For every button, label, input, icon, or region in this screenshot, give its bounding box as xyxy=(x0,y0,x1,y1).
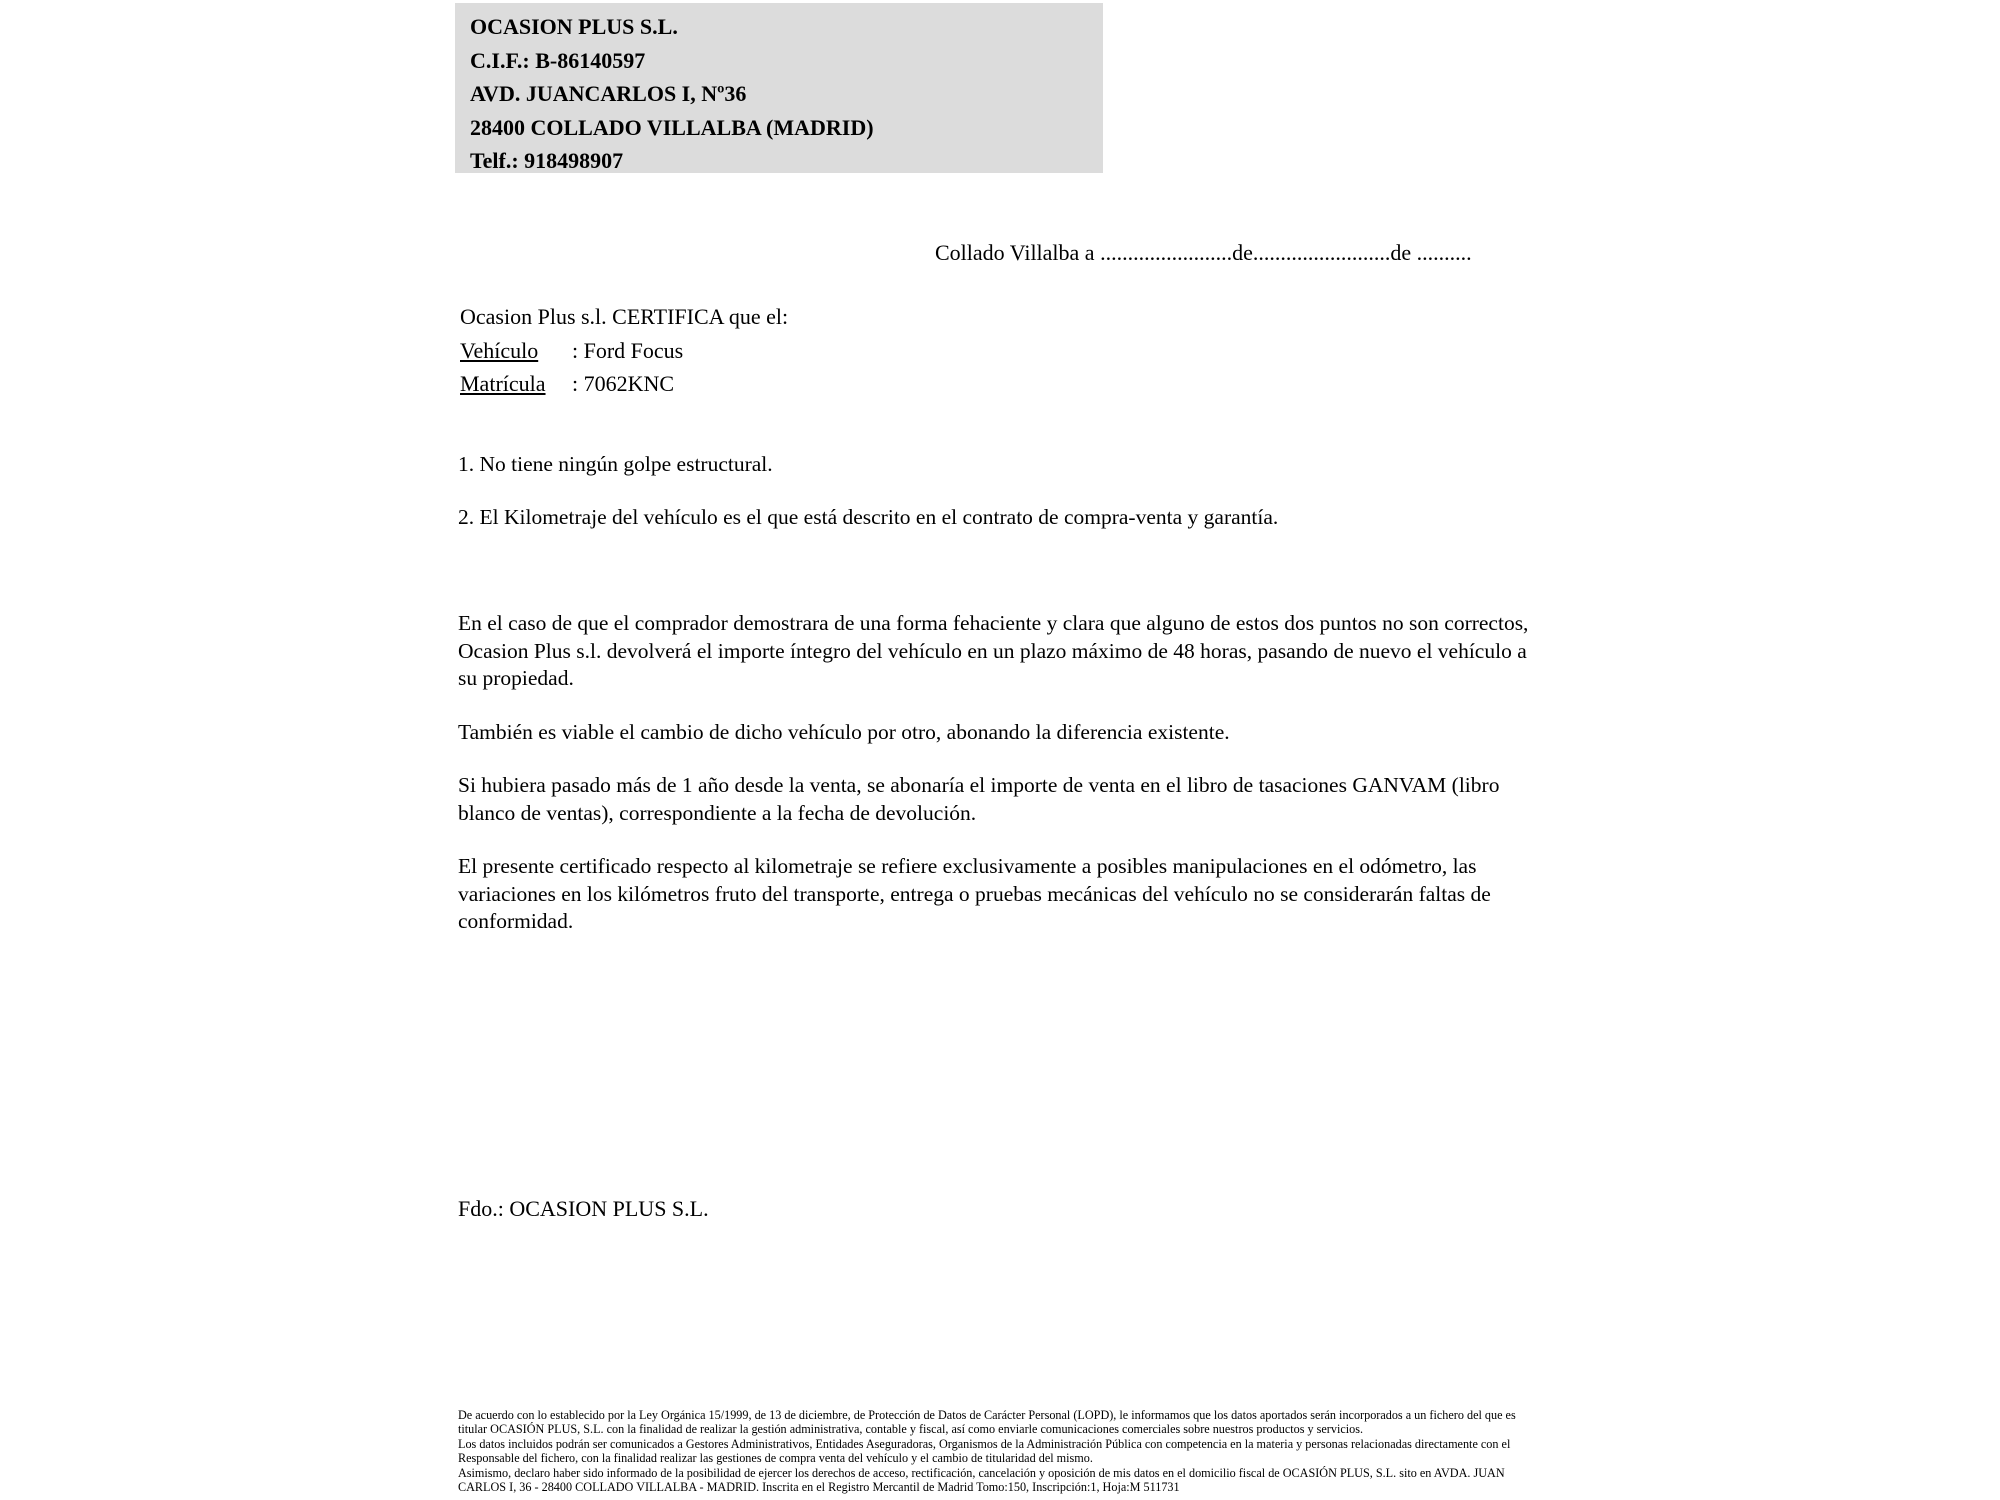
vehicle-label-wrap xyxy=(460,334,572,368)
vehicle-label: Vehículo xyxy=(460,337,539,363)
certify-intro: Ocasion Plus s.l. CERTIFICA que el: xyxy=(460,304,789,329)
plate-label-wrap xyxy=(460,367,572,401)
certified-point-2: 2. El Kilometraje del vehículo es el que está descrito en el contrato de compra-venta y garantía. xyxy=(458,505,1279,529)
signature-line: Fdo.: OCASION PLUS S.L. xyxy=(458,1196,709,1221)
vehicle-value: : Ford Focus xyxy=(572,337,684,363)
company-cif: C.I.F.: B-86140597 xyxy=(470,47,646,73)
plate-value: : 7062KNC xyxy=(572,371,675,396)
company-name: OCASION PLUS S.L. xyxy=(470,14,678,39)
paragraph-ganvam-valuation: Si hubiera pasado más de 1 año desde la venta, se abonaría el importe de venta en el libro de tasaciones GANVAM (libro blanco de ventas), correspondiente a la fecha de devolución. xyxy=(458,773,1500,825)
plate-label: Matrícula xyxy=(460,371,546,396)
certified-point-1: 1. No tiene ningún golpe estructural. xyxy=(458,452,773,476)
legal-paragraph-rights: Asimismo, declaro haber sido informado de la posibilidad de ejercer los derechos de acceso, rectificación, cancelación y oposición de mis datos en el domicilio fiscal de OCASIÓN PLUS, S.L. sito en AVDA. JUAN CARLOS I, 36 - 28400 COLLADO VILLALBA - MADRID. Inscrita en el Registro Mercantil de Madrid Tomo:150, Inscripción:1, Hoja:M 511731 xyxy=(458,1465,1505,1495)
certification-block xyxy=(460,300,788,401)
paragraph-refund-policy: En el caso de que el comprador demostrara de una forma fehaciente y clara que alguno de estos dos puntos no son correctos, Ocasion Plus s.l. devolverá el importe íntegro del vehículo en un plazo máximo de 48 horas, pasando de nuevo el vehículo a su propiedad. xyxy=(458,611,1529,690)
paragraph-odometer-disclaimer: El presente certificado respecto al kilometraje se refiere exclusivamente a posibles manipulaciones en el odómetro, las variaciones en los kilómetros fruto del transporte, entrega o pruebas mecánicas del vehículo no se considerarán faltas de conformidad. xyxy=(458,854,1491,933)
date-line: Collado Villalba a ........................de.........................de .......... xyxy=(935,240,1472,265)
legal-paragraph-data-sharing: Los datos incluidos podrán ser comunicados a Gestores Administrativos, Entidades Aseguradoras, Organismos de la Administración Pública con competencia en la materia y personas relacionadas directamente con el Responsable del fichero, con la finalidad realizar las gestiones de compra venta del vehículo y el cambio de titularidad del mismo. xyxy=(458,1436,1511,1466)
company-address: AVD. JUANCARLOS I, Nº36 xyxy=(470,81,747,106)
company-header-box xyxy=(455,3,1103,173)
legal-notice xyxy=(458,1408,1520,1494)
plate-row xyxy=(460,367,788,401)
company-phone: Telf.: 918498907 xyxy=(470,148,624,173)
company-city: 28400 COLLADO VILLALBA (MADRID) xyxy=(470,114,874,140)
legal-paragraph-lopd: De acuerdo con lo establecido por la Ley Orgánica 15/1999, de 13 de diciembre, de Protección de Datos de Carácter Personal (LOPD), le informamos que los datos aportados serán incorporados a un fichero del que es titular OCASIÓN PLUS, S.L. con la finalidad de realizar la gestión administrativa, contable y fiscal, así como enviarle comunicaciones comerciales sobre nuestros productos y servicios. xyxy=(458,1408,1516,1437)
paragraph-exchange-option: También es viable el cambio de dicho vehículo por otro, abonando la diferencia existente. xyxy=(458,720,1230,744)
vehicle-row xyxy=(460,334,788,368)
